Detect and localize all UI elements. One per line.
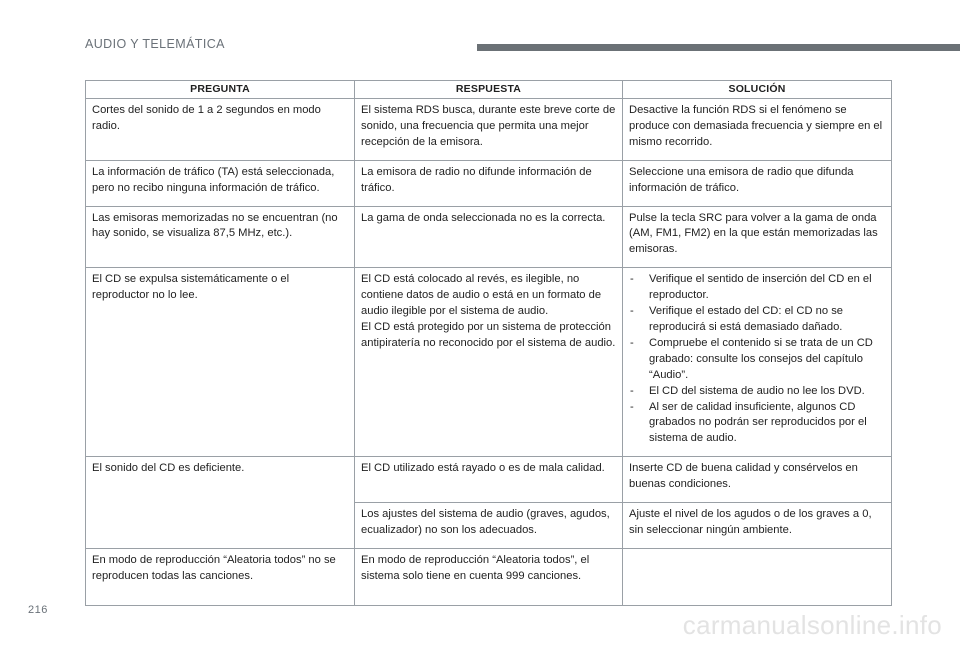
table-row bbox=[86, 268, 892, 457]
solution-cell: Ajuste el nivel de los agudos o de los graves a 0, sin seleccionar ningún ambiente. bbox=[623, 503, 892, 549]
solution-list-item: - Verifique el estado del CD: el CD no se reproducirá si está demasiado dañado. bbox=[629, 304, 885, 336]
watermark: carmanualsonline.info bbox=[682, 610, 942, 640]
solution-list bbox=[629, 272, 885, 447]
question-cell: Las emisoras memorizadas no se encuentran (no hay sonido, se visualiza 87,5 MHz, etc.). bbox=[86, 206, 355, 268]
question-cell: En modo de reproducción “Aleatoria todos” no se reproducen todas las canciones. bbox=[86, 548, 355, 605]
troubleshooting-table bbox=[85, 80, 892, 606]
solution-cell bbox=[623, 268, 892, 457]
table-row bbox=[86, 548, 892, 605]
solution-list-item: - Compruebe el contenido si se trata de un CD grabado: consulte los consejos del capítulo “Audio”. bbox=[629, 336, 885, 384]
question-cell: La información de tráfico (TA) está seleccionada, pero no recibo ninguna información de tráfico. bbox=[86, 160, 355, 206]
solution-list-item: - Al ser de calidad insuficiente, algunos CD grabados no podrán ser reproducidos por el sistema de audio. bbox=[629, 400, 885, 448]
header-bar bbox=[477, 44, 960, 51]
solution-cell: Seleccione una emisora de radio que difunda información de tráfico. bbox=[623, 160, 892, 206]
answer-cell: Los ajustes del sistema de audio (graves, agudos, ecualizador) no son los adecuados. bbox=[355, 503, 623, 549]
table-row bbox=[86, 206, 892, 268]
answer-cell bbox=[355, 268, 623, 457]
answer-cell: El sistema RDS busca, durante este breve corte de sonido, una frecuencia que permita una mejor recepción de la emisora. bbox=[355, 99, 623, 161]
answer-cell: El CD utilizado está rayado o es de mala calidad. bbox=[355, 457, 623, 503]
answer-paragraph: El CD está protegido por un sistema de protección antipiratería no reconocido por el sistema de audio. bbox=[361, 320, 616, 349]
section-title: AUDIO Y TELEMÁTICA bbox=[85, 37, 225, 51]
solution-cell: Desactive la función RDS si el fenómeno se produce con demasiada frecuencia y siempre en el mismo recorrido. bbox=[623, 99, 892, 161]
column-header-solution: SOLUCIÓN bbox=[623, 81, 892, 99]
answer-cell: La emisora de radio no difunde información de tráfico. bbox=[355, 160, 623, 206]
solution-list-item: - Verifique el sentido de inserción del CD en el reproductor. bbox=[629, 272, 885, 304]
solution-cell: Inserte CD de buena calidad y consérvelos en buenas condiciones. bbox=[623, 457, 892, 503]
solution-list-item: - El CD del sistema de audio no lee los DVD. bbox=[629, 384, 885, 400]
answer-paragraph: El CD está colocado al revés, es ilegible, no contiene datos de audio o está en un formato de audio ilegible por el sistema de audio. bbox=[361, 273, 602, 318]
question-cell: Cortes del sonido de 1 a 2 segundos en modo radio. bbox=[86, 99, 355, 161]
solution-cell bbox=[623, 548, 892, 605]
answer-cell: La gama de onda seleccionada no es la correcta. bbox=[355, 206, 623, 268]
solution-cell: Pulse la tecla SRC para volver a la gama de onda (AM, FM1, FM2) en la que están memorizadas las emisoras. bbox=[623, 206, 892, 268]
table-row bbox=[86, 457, 892, 503]
table-row bbox=[86, 160, 892, 206]
question-cell: El sonido del CD es deficiente. bbox=[86, 457, 355, 549]
page-number: 216 bbox=[28, 604, 48, 616]
answer-cell: En modo de reproducción “Aleatoria todos”, el sistema solo tiene en cuenta 999 canciones. bbox=[355, 548, 623, 605]
column-header-answer: RESPUESTA bbox=[355, 81, 623, 99]
table-header-row bbox=[86, 81, 892, 99]
question-cell: El CD se expulsa sistemáticamente o el reproductor no lo lee. bbox=[86, 268, 355, 457]
column-header-question: PREGUNTA bbox=[86, 81, 355, 99]
table-row bbox=[86, 99, 892, 161]
